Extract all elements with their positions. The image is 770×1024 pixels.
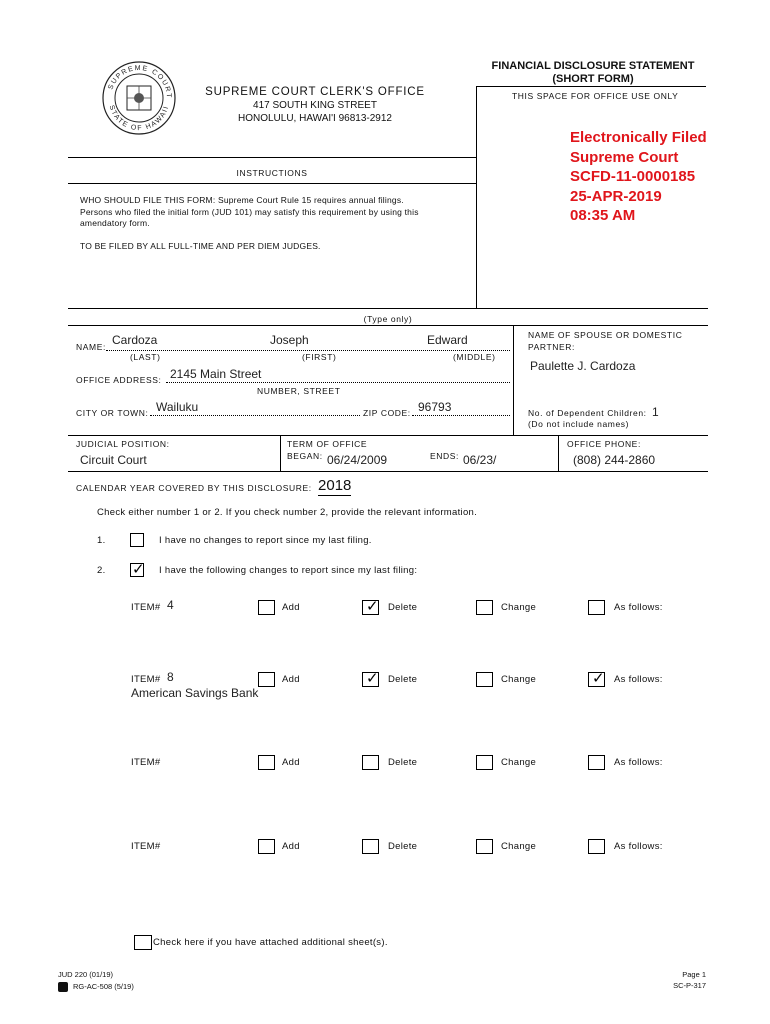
option-1-number: 1. bbox=[97, 535, 106, 546]
item-change-label: Change bbox=[501, 841, 537, 852]
name-label: NAME: bbox=[76, 342, 106, 352]
filing-stamp bbox=[570, 128, 707, 226]
middle-caption: (MIDDLE) bbox=[453, 352, 496, 362]
ends-label: ENDS: bbox=[430, 451, 459, 461]
option-2-number: 2. bbox=[97, 565, 106, 576]
court-seal bbox=[101, 60, 177, 136]
checkmark-icon: ✓ bbox=[366, 670, 379, 687]
checkmark-icon: ✓ bbox=[132, 561, 145, 578]
dependents-note: (Do not include names) bbox=[528, 419, 630, 429]
checkmark-icon: ✓ bbox=[592, 670, 605, 687]
item-delete-checkbox[interactable] bbox=[362, 755, 379, 770]
seal-top-text: SUPREME COURT bbox=[107, 64, 173, 100]
zip-label: ZIP CODE: bbox=[363, 408, 411, 418]
item-as-follows-checkbox[interactable] bbox=[588, 600, 605, 615]
calendar-year-value[interactable] bbox=[318, 477, 351, 494]
office-name: SUPREME COURT CLERK'S OFFICE bbox=[205, 86, 425, 98]
item-add-checkbox[interactable] bbox=[258, 672, 275, 687]
item-as-follows-label: As follows: bbox=[614, 674, 663, 685]
zip-value[interactable]: 96793 bbox=[418, 400, 452, 414]
item-add-checkbox[interactable] bbox=[258, 600, 275, 615]
instructions-line-1: WHO SHOULD FILE THIS FORM: Supreme Court Rule 15 requires annual filings. bbox=[80, 195, 404, 205]
stamp-line-1: Electronically Filed bbox=[570, 129, 707, 146]
calendar-year-prefix: 20 bbox=[318, 477, 335, 494]
form-title: FINANCIAL DISCLOSURE STATEMENT bbox=[491, 60, 695, 72]
stamp-line-2: Supreme Court bbox=[570, 148, 679, 166]
seal-icon bbox=[101, 60, 177, 136]
item-delete-checkbox[interactable] bbox=[362, 672, 379, 687]
attached-sheets-label: Check here if you have attached additional sheet(s). bbox=[153, 937, 388, 948]
page-number: Page 1 bbox=[682, 970, 706, 979]
item-number[interactable]: 8 bbox=[167, 670, 174, 684]
office-address-2: HONOLULU, HAWAI'I 96813-2912 bbox=[237, 113, 392, 124]
spouse-label-2: PARTNER: bbox=[528, 342, 575, 352]
calendar-year-label: CALENDAR YEAR COVERED BY THIS DISCLOSURE: bbox=[76, 483, 312, 493]
item-label: ITEM# bbox=[131, 674, 161, 685]
spouse-value[interactable]: Paulette J. Cardoza bbox=[530, 359, 636, 373]
item-add-label: Add bbox=[282, 674, 300, 685]
option-1-checkbox[interactable] bbox=[130, 533, 144, 547]
office-phone-value[interactable]: (808) 244-2860 bbox=[573, 453, 656, 467]
last-caption: (LAST) bbox=[130, 352, 161, 362]
item-delete-label: Delete bbox=[388, 841, 418, 852]
item-add-label: Add bbox=[282, 757, 300, 768]
item-label: ITEM# bbox=[131, 841, 161, 852]
form-subtitle: (SHORT FORM) bbox=[552, 73, 634, 85]
spouse-label-1: NAME OF SPOUSE OR DOMESTIC bbox=[528, 330, 683, 340]
item-add-label: Add bbox=[282, 602, 300, 613]
item-as-follows-label: As follows: bbox=[614, 602, 663, 613]
item-as-follows-label: As follows: bbox=[614, 757, 663, 768]
office-address-1: 417 SOUTH KING STREET bbox=[253, 100, 377, 111]
instructions-line-3: amendatory form. bbox=[80, 218, 150, 228]
ends-value[interactable]: 06/23/ bbox=[463, 453, 497, 467]
judicial-position-label: JUDICIAL POSITION: bbox=[76, 439, 170, 449]
attached-sheets-checkbox[interactable] bbox=[134, 935, 152, 950]
first-name-value[interactable]: Joseph bbox=[270, 333, 309, 347]
option-2-label: I have the following changes to report since my last filing: bbox=[159, 565, 418, 576]
began-label: BEGAN: bbox=[287, 451, 323, 461]
city-value[interactable]: Wailuku bbox=[156, 400, 199, 414]
union-label-icon bbox=[58, 982, 68, 992]
item-change-checkbox[interactable] bbox=[476, 755, 493, 770]
instructions-heading: INSTRUCTIONS bbox=[236, 168, 308, 178]
item-add-label: Add bbox=[282, 841, 300, 852]
item-delete-checkbox[interactable] bbox=[362, 600, 379, 615]
seal-bottom-text: STATE OF HAWAII bbox=[107, 104, 171, 133]
item-add-checkbox[interactable] bbox=[258, 755, 275, 770]
office-use-label: THIS SPACE FOR OFFICE USE ONLY bbox=[512, 91, 679, 101]
item-change-label: Change bbox=[501, 674, 537, 685]
item-delete-label: Delete bbox=[388, 674, 418, 685]
checkmark-icon: ✓ bbox=[366, 598, 379, 615]
item-change-label: Change bbox=[501, 602, 537, 613]
stamp-line-4: 25-APR-2019 bbox=[570, 187, 662, 205]
form-code: JUD 220 (01/19) bbox=[58, 970, 114, 979]
item-add-checkbox[interactable] bbox=[258, 839, 275, 854]
rg-code: RG-AC-508 (5/19) bbox=[73, 982, 134, 991]
instructions-line-4: TO BE FILED BY ALL FULL-TIME AND PER DIEM JUDGES. bbox=[80, 240, 321, 251]
item-label: ITEM# bbox=[131, 757, 161, 768]
item-change-checkbox[interactable] bbox=[476, 839, 493, 854]
item-as-follows-checkbox[interactable] bbox=[588, 755, 605, 770]
term-label: TERM OF OFFICE bbox=[287, 439, 368, 449]
middle-name-value[interactable]: Edward bbox=[427, 333, 468, 347]
option-2-checkbox[interactable] bbox=[130, 563, 144, 577]
item-as-follows-checkbox[interactable] bbox=[588, 672, 605, 687]
first-caption: (FIRST) bbox=[302, 352, 337, 362]
item-as-follows-checkbox[interactable] bbox=[588, 839, 605, 854]
option-1-label: I have no changes to report since my last filing. bbox=[159, 535, 372, 546]
began-value[interactable]: 06/24/2009 bbox=[327, 453, 388, 467]
choice-instruction: Check either number 1 or 2. If you check number 2, provide the relevant information. bbox=[97, 507, 478, 518]
number-street-caption: NUMBER, STREET bbox=[257, 386, 341, 396]
last-name-value[interactable]: Cardoza bbox=[112, 333, 158, 347]
dependents-label: No. of Dependent Children: bbox=[528, 408, 647, 418]
item-delete-label: Delete bbox=[388, 602, 418, 613]
office-address-label: OFFICE ADDRESS: bbox=[76, 375, 162, 385]
item-as-follows-label: As follows: bbox=[614, 841, 663, 852]
instructions-line-2: Persons who filed the initial form (JUD 101) may satisfy this requirement by using this bbox=[80, 206, 419, 217]
stamp-line-5: 08:35 AM bbox=[570, 207, 636, 224]
item-number[interactable]: 4 bbox=[167, 598, 174, 612]
item-label: ITEM# bbox=[131, 602, 161, 613]
item-change-checkbox[interactable] bbox=[476, 600, 493, 615]
item-change-label: Change bbox=[501, 757, 537, 768]
city-label: CITY OR TOWN: bbox=[76, 408, 149, 418]
judicial-position-value[interactable]: Circuit Court bbox=[80, 453, 147, 467]
stamp-line-3: SCFD-11-0000185 bbox=[570, 168, 696, 185]
calendar-year-suffix: 18 bbox=[334, 477, 352, 494]
item-delete-checkbox[interactable] bbox=[362, 839, 379, 854]
office-phone-label: OFFICE PHONE: bbox=[567, 439, 641, 449]
item-delete-label: Delete bbox=[388, 757, 418, 768]
item-description[interactable]: American Savings Bank bbox=[131, 686, 259, 700]
type-only-note: (Type only) bbox=[363, 314, 413, 324]
sc-code: SC-P-317 bbox=[673, 981, 706, 990]
dependents-value[interactable]: 1 bbox=[652, 405, 659, 419]
item-change-checkbox[interactable] bbox=[476, 672, 493, 687]
office-address-value[interactable]: 2145 Main Street bbox=[170, 367, 262, 381]
